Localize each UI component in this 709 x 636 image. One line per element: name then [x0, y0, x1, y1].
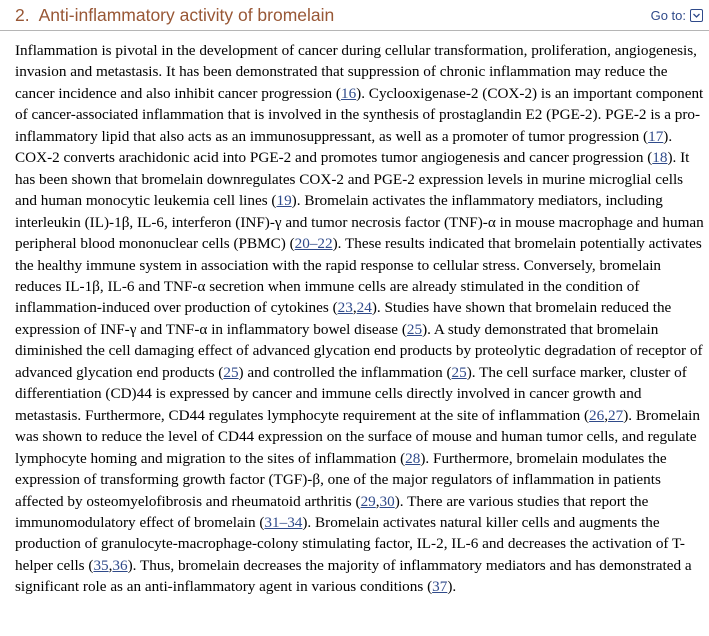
paragraph-text: ). Bromelain activates natural killer cells and augments the production of granulocyte-macrophage-colony stimulating factor, IL-2, IL-6 and decreases the activation of T-helper cells ( — [15, 513, 685, 574]
reference-link[interactable]: 25 — [223, 363, 239, 381]
reference-link[interactable]: 35 — [93, 556, 109, 574]
paragraph-text: ). Bromelain was shown to reduce the level of CD44 expression on the surface of mouse and human tumor cells, and regulate lymphocyte homing and migration to the sites of inflammation ( — [15, 406, 700, 467]
paragraph-text: ). A study demonstrated that bromelain diminished the cell damaging effect of advanced glycation end products by proteolytic degradation of receptor of advanced glycation end products ( — [15, 320, 703, 381]
paragraph-text: ). COX-2 converts arachidonic acid into PGE-2 and promotes tumor angiogenesis and cancer progression ( — [15, 127, 673, 167]
reference-link[interactable]: 18 — [652, 149, 668, 167]
section-header — [0, 0, 709, 31]
paragraph-text: , — [108, 556, 113, 574]
paragraph-text: ). — [447, 578, 457, 596]
paragraph-text: ). Cyclooxigenase-2 (COX-2) is an important component of cancer-associated inflammation that is involved in the synthesis of prostaglandin E2 (PGE-2). PGE-2 is a pro-inflammatory lipid that also acts as an immunosuppressant, as well as a promoter of tumor progression ( — [15, 84, 704, 145]
reference-link[interactable]: 30 — [379, 492, 395, 510]
goto-menu[interactable] — [651, 8, 703, 23]
reference-link[interactable]: 29 — [360, 492, 376, 510]
paragraph-text: , — [604, 406, 609, 424]
reference-link[interactable]: 20–22 — [294, 235, 333, 253]
chevron-down-glyph — [691, 10, 702, 21]
paragraph-text: Inflammation is pivotal in the development of cancer during cellular transformation, proliferation, angiogenesis, invasion and metastasis. It has been demonstrated that suppression of chronic inflammation may reduce the cancer incidence and also inhibit cancer progression ( — [15, 42, 697, 102]
paragraph-text: ). Studies have shown that bromelain reduced the expression of INF-γ and TNF-α in inflammatory bowel disease ( — [15, 299, 672, 338]
reference-link[interactable]: 25 — [451, 363, 467, 381]
section-paragraph — [15, 40, 705, 598]
paragraph-text: ). There are various studies that report the immunomodulatory effect of bromelain ( — [15, 492, 649, 531]
goto-label: Go to: — [650, 8, 686, 23]
reference-link[interactable]: 17 — [648, 127, 664, 145]
reference-link[interactable]: 24 — [356, 299, 372, 317]
chevron-down-icon[interactable] — [690, 9, 703, 22]
paragraph-text: , — [352, 299, 357, 317]
reference-link[interactable]: 27 — [608, 406, 624, 424]
reference-link[interactable]: 19 — [276, 192, 292, 210]
reference-link[interactable]: 25 — [406, 320, 423, 338]
paragraph-text: ). Furthermore, bromelain modulates the expression of transforming growth factor (TGF)-β, one of the major regulators of inflammation in patients affected by osteomyelofibrosis and rheumatoid arthritis ( — [15, 449, 667, 510]
reference-link[interactable]: 31–34 — [264, 513, 303, 531]
paragraph-text: ) and controlled the inflammation ( — [238, 363, 452, 381]
reference-link[interactable]: 37 — [432, 578, 448, 596]
reference-link[interactable]: 26 — [589, 406, 605, 424]
section-number: 2. — [15, 5, 30, 25]
section-title-text: Anti-inflammatory activity of bromelain — [38, 5, 335, 25]
reference-link[interactable]: 23 — [337, 299, 353, 317]
reference-link[interactable]: 36 — [112, 556, 128, 574]
section-title — [15, 5, 334, 26]
paragraph-text: ). Bromelain activates the inflammatory mediators, including interleukin (IL)-1β, IL-6, interferon (INF)-γ and tumor necrosis factor (TNF)-α in mouse macrophage and human peripheral blood mononuclear cells (PBMC) ( — [15, 192, 704, 253]
reference-link[interactable]: 28 — [405, 449, 421, 467]
paragraph-text: ). Thus, bromelain decreases the majority of inflammatory mediators and has demonstrated a significant role as an anti-inflammatory agent in various conditions ( — [15, 556, 692, 596]
paragraph-text: ). The cell surface marker, cluster of differentiation (CD)44 is expressed by cancer and immune cells directly involved in cancer growth and metastasis. Furthermore, CD44 regulates lymphocyte requirement at the site of inflammation ( — [15, 363, 687, 424]
paragraph-text: ). It has been shown that bromelain downregulates COX-2 and PGE-2 expression levels in murine microglial cells and human monocytic leukemia cell lines ( — [15, 149, 690, 210]
paragraph-text: ). These results indicated that bromelain potentially activates the healthy immune system in association with the rapid response to cellular stress. Conversely, bromelain reduces IL-1β, IL-6 and TNF-α secretion when immune cells are already stimulated in the condition of inflammation-induced over production of cytokines ( — [15, 235, 702, 317]
reference-link[interactable]: 16 — [340, 84, 357, 102]
paragraph-text: , — [375, 492, 380, 510]
